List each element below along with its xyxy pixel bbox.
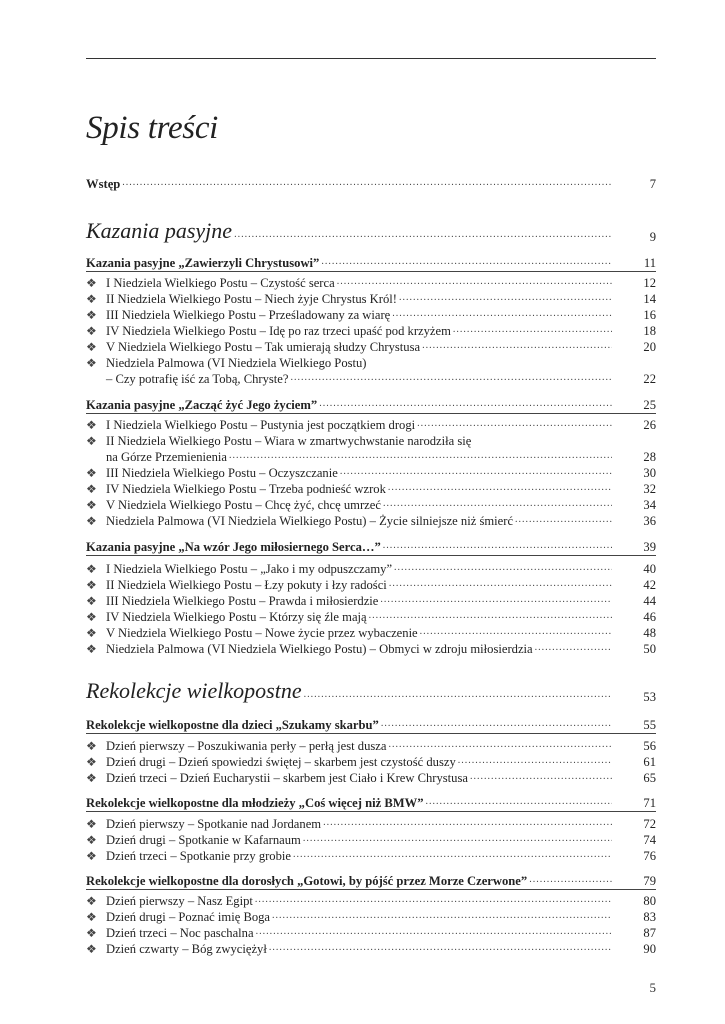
toc-entry[interactable]: ❖ II Niedziela Wielkiego Postu – Niech żyje Chrystus Król! ..... 14 xyxy=(86,290,656,306)
bullet-icon: ❖ xyxy=(86,418,97,432)
bullet-icon: ❖ xyxy=(86,849,97,863)
toc-entry[interactable]: ❖ Dzień trzeci – Spotkanie przy grobie ..... 76 xyxy=(86,847,656,863)
toc-entry[interactable]: ❖ I Niedziela Wielkiego Postu – Pustynia jest początkiem drogi ..... 26 xyxy=(86,416,656,432)
divider xyxy=(86,811,656,812)
bullet-icon: ❖ xyxy=(86,340,97,354)
toc-entry[interactable]: ❖ I Niedziela Wielkiego Postu – Czystość serca ..... 12 xyxy=(86,274,656,290)
bullet-icon: ❖ xyxy=(86,466,97,480)
bullet-icon: ❖ xyxy=(86,942,97,956)
bullet-icon: ❖ xyxy=(86,894,97,908)
page-ref: 53 xyxy=(643,690,656,704)
toc-entry[interactable]: ❖ II Niedziela Wielkiego Postu – Łzy pokuty i łzy radości ..... 42 xyxy=(86,576,656,592)
toc-entry[interactable]: ❖ Dzień drugi – Dzień spowiedzi świętej – skarbem jest czystość duszy ..... 61 xyxy=(86,753,656,769)
page-ref: 9 xyxy=(649,230,656,244)
bullet-icon: ❖ xyxy=(86,578,97,592)
toc-entry[interactable]: ❖ IV Niedziela Wielkiego Postu – Trzeba podnieść wzrok ..... 32 xyxy=(86,480,656,496)
section-title: Rekolekcje wielkopostne xyxy=(86,678,302,703)
toc-entry[interactable]: ❖ Dzień czwarty – Bóg zwyciężył ..... 90 xyxy=(86,940,656,956)
bullet-icon: ❖ xyxy=(86,498,97,512)
bullet-icon: ❖ xyxy=(86,833,97,847)
toc-entry[interactable]: ❖ Dzień drugi – Spotkanie w Kafarnaum ..... 74 xyxy=(86,831,656,847)
toc-entry[interactable]: ❖ III Niedziela Wielkiego Postu – Oczyszczanie ..... 30 xyxy=(86,464,656,480)
toc-entry[interactable]: ❖ Dzień drugi – Poznać imię Boga ..... 83 xyxy=(86,908,656,924)
bullet-icon: ❖ xyxy=(86,356,97,370)
toc-entry[interactable]: ❖ V Niedziela Wielkiego Postu – Tak umierają słudzy Chrystusa ..... 20 xyxy=(86,338,656,354)
divider xyxy=(86,413,656,414)
bullet-icon: ❖ xyxy=(86,434,97,448)
bullet-icon: ❖ xyxy=(86,308,97,322)
bullet-icon: ❖ xyxy=(86,771,97,785)
toc-section-kazania[interactable] xyxy=(86,218,656,244)
bullet-icon: ❖ xyxy=(86,562,97,576)
toc-entry[interactable]: ❖ Dzień pierwszy – Nasz Egipt ..... 80 xyxy=(86,892,656,908)
toc-entry[interactable]: ❖ V Niedziela Wielkiego Postu – Nowe życie przez wybaczenie ..... 48 xyxy=(86,624,656,640)
toc-entry[interactable]: ❖ Dzień trzeci – Noc paschalna ..... 87 xyxy=(86,924,656,940)
toc-entry-intro[interactable] xyxy=(86,175,656,191)
toc-entry[interactable]: ❖ II Niedziela Wielkiego Postu – Wiara w zmartwychwstanie narodziła się xyxy=(86,434,472,448)
bullet-icon: ❖ xyxy=(86,324,97,338)
divider xyxy=(86,271,656,272)
toc-entry[interactable]: ❖ IV Niedziela Wielkiego Postu – Którzy się źle mają ..... 46 xyxy=(86,608,656,624)
bullet-icon: ❖ xyxy=(86,594,97,608)
toc-entry[interactable]: ❖ III Niedziela Wielkiego Postu – Prawda i miłosierdzie ..... 44 xyxy=(86,592,656,608)
toc-entry[interactable]: ❖ Niedziela Palmowa (VI Niedziela Wielkiego Postu) xyxy=(86,356,367,370)
toc-entry[interactable]: ❖ Niedziela Palmowa (VI Niedziela Wielkiego Postu) – Życie silniejsze niż śmierć ..... 36 xyxy=(86,512,656,528)
toc-entry[interactable]: ❖ Niedziela Palmowa (VI Niedziela Wielkiego Postu) – Obmyci w zdroju miłosierdzia ..... 50 xyxy=(86,640,656,656)
bullet-icon: ❖ xyxy=(86,292,97,306)
toc-group-head[interactable]: Kazania pasyjne „Na wzór Jego miłosiernego Serca…” ..... 39 xyxy=(86,538,656,554)
toc-entry[interactable]: ❖ V Niedziela Wielkiego Postu – Chcę żyć, chcę umrzeć ..... 34 xyxy=(86,496,656,512)
toc-group-head[interactable]: Rekolekcje wielkopostne dla dzieci „Szukamy skarbu” ..... 55 xyxy=(86,716,656,732)
bullet-icon: ❖ xyxy=(86,276,97,290)
page-number: 5 xyxy=(649,980,656,995)
toc-entry-continuation[interactable]: na Górze Przemienienia ..... 28 xyxy=(106,448,656,464)
toc-entry[interactable]: ❖ Dzień pierwszy – Spotkanie nad Jordanem ..... 72 xyxy=(86,815,656,831)
toc-group-head[interactable]: Rekolekcje wielkopostne dla dorosłych „Gotowi, by pójść przez Morze Czerwone” ..... 79 xyxy=(86,872,656,888)
toc-group-head[interactable]: Rekolekcje wielkopostne dla młodzieży „Coś więcej niż BMW” ..... 71 xyxy=(86,794,656,810)
bullet-icon: ❖ xyxy=(86,910,97,924)
page-ref: 7 xyxy=(649,177,656,191)
bullet-icon: ❖ xyxy=(86,514,97,528)
bullet-icon: ❖ xyxy=(86,755,97,769)
bullet-icon: ❖ xyxy=(86,482,97,496)
top-rule xyxy=(86,58,656,59)
toc-entry[interactable]: ❖ I Niedziela Wielkiego Postu – „Jako i my odpuszczamy” ..... 40 xyxy=(86,560,656,576)
toc-section-rekolekcje[interactable] xyxy=(86,678,656,704)
bullet-icon: ❖ xyxy=(86,626,97,640)
toc-entry[interactable]: ❖ Dzień trzeci – Dzień Eucharystii – skarbem jest Ciało i Krew Chrystusa ..... 65 xyxy=(86,769,656,785)
toc-entry[interactable]: ❖ III Niedziela Wielkiego Postu – Prześladowany za wiarę ..... 16 xyxy=(86,306,656,322)
toc-group-head[interactable]: Kazania pasyjne „Zawierzyli Chrystusowi” ..... 11 xyxy=(86,254,656,270)
divider xyxy=(86,889,656,890)
divider xyxy=(86,555,656,556)
divider xyxy=(86,733,656,734)
bullet-icon: ❖ xyxy=(86,642,97,656)
section-title: Kazania pasyjne xyxy=(86,218,233,243)
bullet-icon: ❖ xyxy=(86,610,97,624)
toc-entry[interactable]: ❖ IV Niedziela Wielkiego Postu – Idę po raz trzeci upaść pod krzyżem ..... 18 xyxy=(86,322,656,338)
bullet-icon: ❖ xyxy=(86,817,97,831)
bullet-icon: ❖ xyxy=(86,926,97,940)
page-title: Spis treści xyxy=(86,110,219,147)
toc-entry[interactable]: ❖ Dzień pierwszy – Poszukiwania perły – perłą jest dusza ..... 56 xyxy=(86,737,656,753)
toc-group-head[interactable]: Kazania pasyjne „Zacząć żyć Jego życiem” ..... 25 xyxy=(86,396,656,412)
bullet-icon: ❖ xyxy=(86,739,97,753)
toc-entry-continuation[interactable]: – Czy potrafię iść za Tobą, Chryste? ..... 22 xyxy=(106,370,656,386)
entry-label: Wstęp xyxy=(86,177,121,191)
